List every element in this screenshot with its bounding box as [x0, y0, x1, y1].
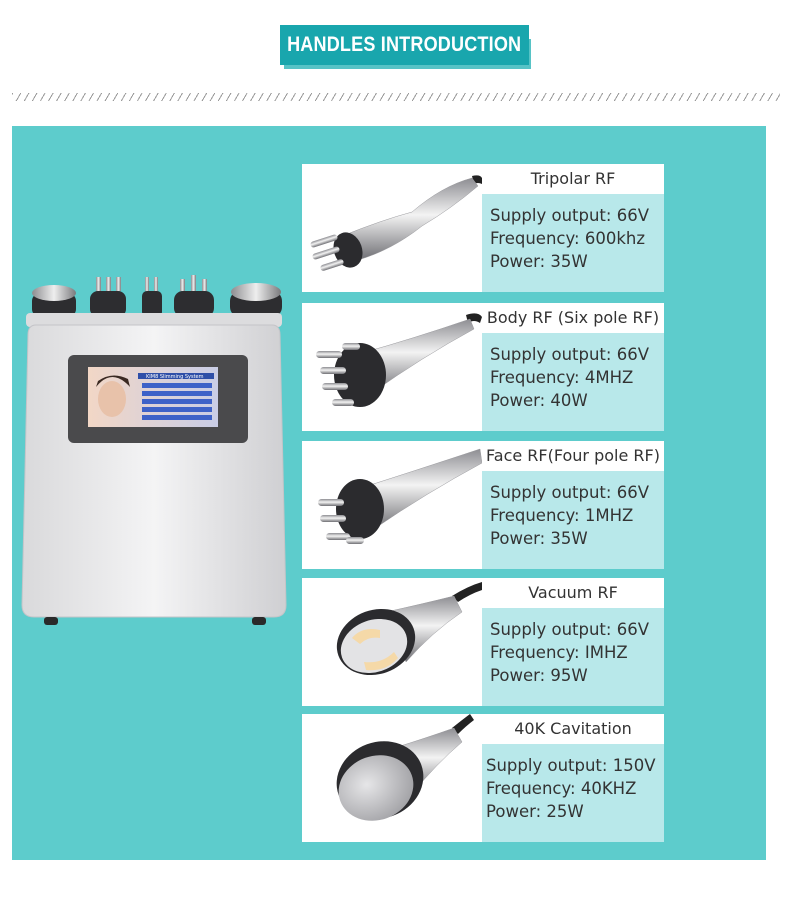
handle-name: Tripolar RF: [482, 164, 664, 192]
handle-card-vacuum-rf: [302, 578, 664, 706]
supply-output: Supply output: 66V: [490, 345, 649, 364]
frequency: Frequency: 1MHZ: [490, 506, 634, 525]
vacuum-rf-photo: [302, 578, 482, 706]
handle-name: Face RF(Four pole RF): [482, 441, 664, 469]
handle-name: Body RF (Six pole RF): [482, 303, 664, 331]
frequency: Frequency: 600khz: [490, 229, 646, 248]
machine-image: [18, 275, 290, 635]
section-title: HANDLES INTRODUCTION: [287, 33, 522, 56]
handle-card-cavitation: [302, 714, 664, 842]
body-rf-photo: [302, 303, 482, 431]
power: Power: 35W: [490, 252, 588, 271]
handle-card-body-rf: [302, 303, 664, 431]
handle-name: Vacuum RF: [482, 578, 664, 606]
supply-output: Supply output: 66V: [490, 620, 649, 639]
frequency: Frequency: IMHZ: [490, 643, 628, 662]
handle-card-face-rf: [302, 441, 664, 569]
handle-specs: [482, 471, 664, 569]
supply-output: Supply output: 66V: [490, 206, 649, 225]
frequency: Frequency: 40KHZ: [486, 779, 637, 798]
handle-card-tripolar-rf: [302, 164, 664, 292]
power: Power: 40W: [490, 391, 588, 410]
handle-name: 40K Cavitation: [482, 714, 664, 742]
title-box: [280, 25, 529, 65]
machine-handles: [32, 275, 282, 317]
handle-specs: [482, 744, 664, 842]
face-rf-photo: [302, 441, 482, 569]
power: Power: 25W: [486, 802, 584, 821]
section-title-banner: [280, 25, 529, 65]
frequency: Frequency: 4MHZ: [490, 368, 634, 387]
supply-output: Supply output: 150V: [486, 756, 656, 775]
supply-output: Supply output: 66V: [490, 483, 649, 502]
cavitation-photo: [302, 714, 482, 842]
tripolar-rf-photo: [302, 164, 482, 292]
handle-specs: [482, 194, 664, 292]
handle-specs: [482, 333, 664, 431]
power: Power: 95W: [490, 666, 588, 685]
hatched-divider: [12, 93, 780, 101]
screen-title: KIM8 Slimming System: [146, 374, 204, 380]
power: Power: 35W: [490, 529, 588, 548]
handle-specs: [482, 608, 664, 706]
